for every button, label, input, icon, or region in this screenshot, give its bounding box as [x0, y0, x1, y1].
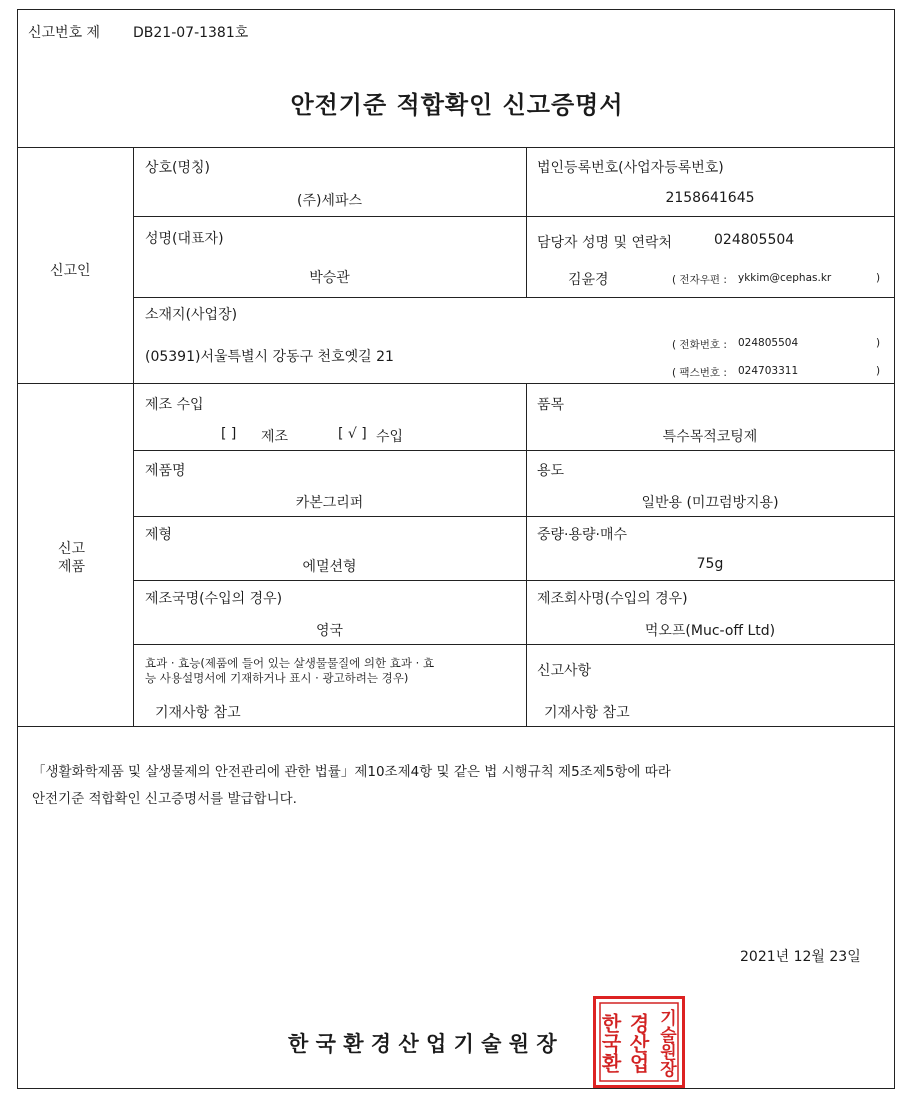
representative-value: 박승관 — [309, 270, 350, 286]
manufacture-text: 제조 — [261, 429, 289, 445]
biz-no-label: 법인등록번호(사업자등록번호) — [537, 160, 724, 176]
divider — [133, 580, 894, 581]
import-text: 수입 — [376, 429, 404, 445]
import-checkbox: [ √ ] — [338, 426, 367, 442]
weight-label: 중량·용량·매수 — [537, 527, 628, 543]
official-seal — [593, 996, 685, 1088]
svg-text:경산업: 경산업 — [626, 1013, 650, 1073]
cert-number: DB21-07-1381호 — [133, 25, 249, 41]
statement-line1: 「생활화학제품 및 살생물제의 안전관리에 관한 법률」제10조제4항 및 같은 법 시행규칙 제5조제5항에 따라 — [32, 764, 671, 780]
biz-no-value: 2158641645 — [665, 190, 755, 206]
email-label: ( 전자우편 : — [672, 274, 727, 286]
form-label: 제형 — [145, 527, 173, 543]
divider — [18, 147, 894, 148]
contact-phone: 024805504 — [714, 232, 795, 248]
type-label: 제조 수입 — [145, 397, 204, 413]
address-label: 소재지(사업장) — [145, 307, 238, 323]
seal-glyph — [596, 999, 682, 1085]
svg-text:기술원장: 기술원장 — [656, 1009, 676, 1077]
divider — [526, 147, 527, 297]
email-close: ) — [876, 272, 881, 284]
form-value: 에멀션형 — [302, 559, 357, 575]
notes-value: 기재사항 참고 — [544, 705, 630, 721]
document-title: 안전기준 적합확인 신고증명서 — [290, 91, 624, 119]
representative-label: 성명(대표자) — [145, 231, 224, 247]
fax-close: ) — [876, 365, 881, 377]
phone-close: ) — [876, 337, 881, 349]
use-value: 일반용 (미끄럼방지용) — [641, 495, 779, 511]
product-name-value: 카본그리퍼 — [295, 495, 364, 511]
manufacture-checkbox: [ ] — [221, 426, 237, 442]
certificate-document — [17, 9, 895, 1089]
divider — [18, 383, 894, 384]
effect-label-line1: 효과 · 효능(제품에 들어 있는 살생물물질에 의한 효과 · 효 — [145, 656, 435, 670]
issue-date: 2021년 12월 23일 — [740, 949, 861, 965]
divider — [133, 516, 894, 517]
contact-label: 담당자 성명 및 연락처 — [537, 235, 673, 251]
effect-value: 기재사항 참고 — [155, 705, 241, 721]
address-value: (05391)서울특별시 강동구 천호옛길 21 — [145, 349, 394, 365]
divider — [133, 644, 894, 645]
divider — [18, 726, 894, 727]
section-product-line2: 제품 — [58, 559, 86, 575]
item-label: 품목 — [537, 397, 565, 413]
section-reporter: 신고인 — [50, 263, 91, 279]
email-value: ykkim@cephas.kr — [738, 272, 832, 284]
use-label: 용도 — [537, 463, 565, 479]
notes-label: 신고사항 — [537, 663, 592, 679]
country-value: 영국 — [315, 623, 344, 639]
issuer-name: 한 국 환 경 산 업 기 술 원 장 — [288, 1032, 557, 1056]
effect-label-line2: 능 사용설명서에 기재하거나 표시 · 광고하려는 경우) — [145, 671, 409, 685]
phone-label: ( 전화번호 : — [672, 339, 727, 351]
fax-label: ( 팩스번호 : — [672, 367, 727, 379]
divider — [133, 450, 894, 451]
svg-text:한국환: 한국환 — [598, 1013, 622, 1073]
maker-label: 제조회사명(수입의 경우) — [537, 591, 688, 607]
cert-number-label: 신고번호 제 — [28, 25, 101, 41]
company-value: (주)세파스 — [296, 193, 363, 209]
item-value: 특수목적코팅제 — [662, 429, 758, 445]
weight-value: 75g — [696, 556, 724, 572]
fax-value: 024703311 — [738, 365, 799, 377]
divider — [133, 216, 894, 217]
company-label: 상호(명칭) — [145, 160, 211, 176]
country-label: 제조국명(수입의 경우) — [145, 591, 283, 607]
maker-value: 먹오프(Muc-off Ltd) — [644, 623, 776, 639]
phone-value: 024805504 — [738, 337, 799, 349]
statement-line2: 안전기준 적합확인 신고증명서를 발급합니다. — [32, 791, 297, 807]
section-product-line1: 신고 — [58, 541, 86, 557]
contact-name: 김윤경 — [568, 272, 609, 288]
product-name-label: 제품명 — [145, 463, 186, 479]
divider — [133, 297, 894, 298]
